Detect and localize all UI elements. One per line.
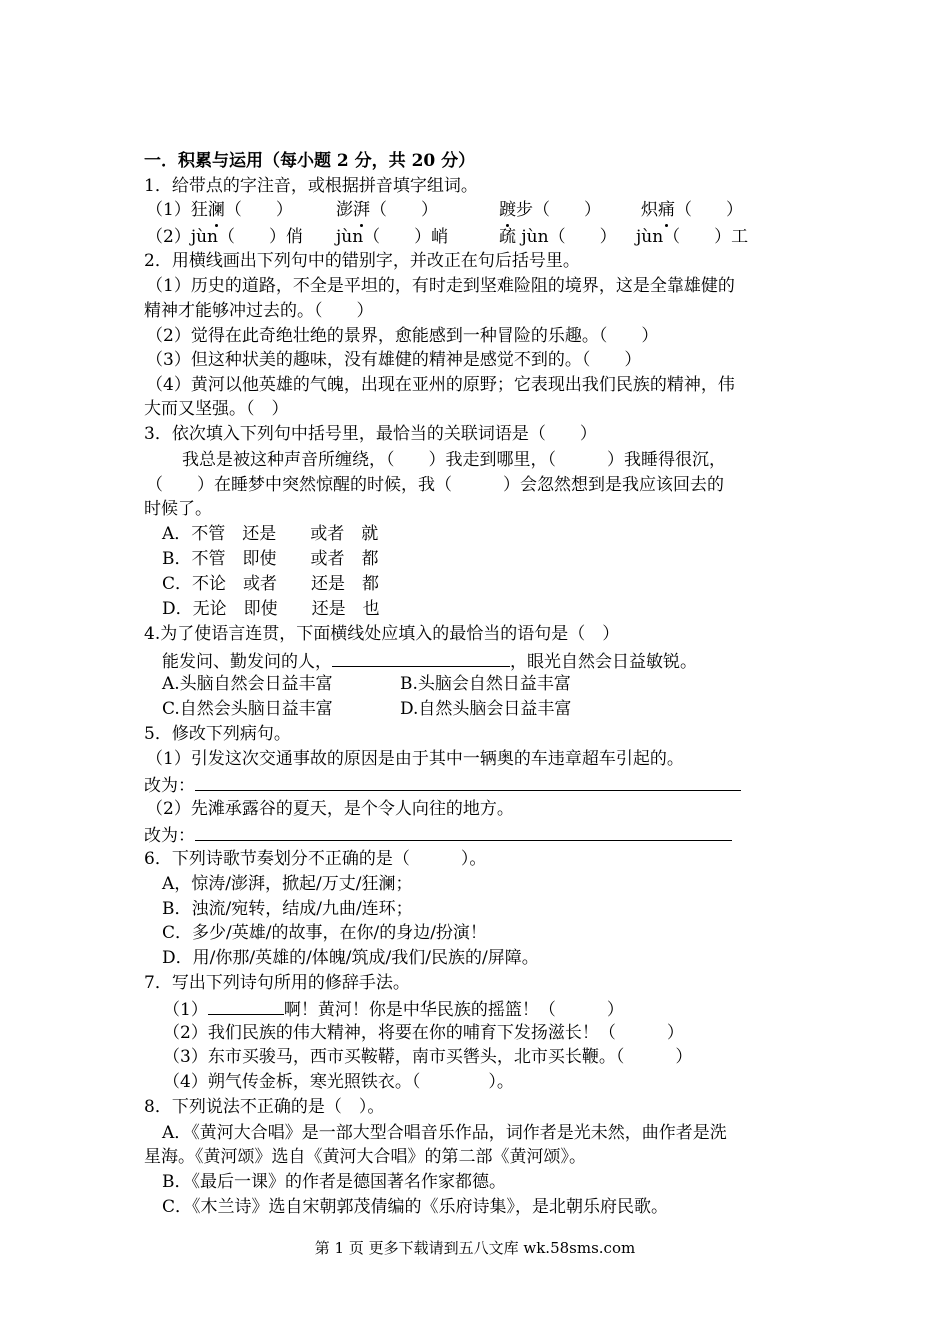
q5-fix-2-line (195, 823, 732, 841)
q1-row1-b (336, 199, 438, 221)
q4-stem: 4.为了使语言连贯，下面横线处应填入的最恰当的语句是（ ） (144, 624, 620, 644)
q1-row2-d: jùn（ ）工 (636, 227, 749, 247)
q4-sentence (162, 649, 697, 673)
q5-fix-1 (144, 773, 741, 797)
q3-option-d: D．无论 即使 还是 也 (162, 599, 380, 619)
q1-row2-b: jùn（ ）峭 (336, 227, 449, 247)
q5-fix-1-line (195, 773, 741, 791)
q7-sentence-4: （4）朔气传金柝，寒光照铁衣。（ ）。 (163, 1072, 514, 1092)
q7-sentence-1-pre: （1） (163, 1000, 208, 1020)
q1-row1-b-post: （ ） (370, 200, 438, 220)
q6-option-c: C．多少/英雄/的故事，在你/的身边/扮演！ (162, 923, 487, 943)
q8-option-c: C．《木兰诗》选自宋朝郭茂倩编的《乐府诗集》，是北朝乐府民歌。 (162, 1197, 669, 1217)
q7-sentence-1-post: 啊！黄河！你是中华民族的摇篮！（ ） (283, 1000, 624, 1020)
q6-stem: 6．下列诗歌节奏划分不正确的是（ ）。 (144, 849, 487, 869)
q2-sentence-1a: （1）历史的道路，不全是平坦的，有时走到坚难险阻的境界，这是全靠雄健的 (146, 276, 735, 296)
q2-sentence-4b: 大而又坚强。（ ） (144, 399, 289, 419)
q1-row1-d-dotted: 痛 (658, 200, 675, 220)
q5-fix-1-label: 改为： (144, 776, 195, 796)
q4-blank (332, 649, 510, 667)
q1-row1-a-dotted: 澜 (207, 200, 225, 220)
q1-stem: 1．给带点的字注音，或根据拼音填字组词。 (144, 176, 478, 196)
q3-passage-3: 时候了。 (144, 499, 212, 519)
q3-passage-1: 我总是被这种声音所缠绕，（ ）我走到哪里，（ ）我睡得很沉， (182, 450, 726, 470)
q1-row1 (146, 199, 293, 221)
q6-option-b: B．浊流/宛转，结成/九曲/连环； (162, 899, 413, 919)
q5-fix-2-label: 改为： (144, 826, 195, 846)
q5-sentence-2: （2）先滩承露谷的夏天，是个令人向往的地方。 (146, 799, 514, 819)
q1-row1-b-dotted: 湃 (353, 200, 370, 220)
q2-sentence-4a: （4）黄河以他英雄的气魄，出现在亚州的原野；它表现出我们民族的精神，伟 (146, 375, 735, 395)
q6-option-d: D．用/你那/英雄的/体魄/筑成/我们/民族的/屏障。 (162, 948, 539, 968)
q1-row1-c-dotted: 踱 (499, 200, 516, 220)
q4-option-b: B.头脑会自然日益丰富 (400, 674, 571, 694)
q4-option-d: D.自然头脑会日益丰富 (400, 699, 572, 719)
q1-row1-b-pre: 澎 (336, 200, 353, 220)
q7-sentence-1 (163, 997, 624, 1021)
q1-row1-d (641, 199, 743, 221)
q8-option-a-line2: 星海。《黄河颂》选自《黄河大合唱》的第二部《黄河颂》。 (144, 1147, 586, 1167)
q1-row1-d-pre: 炽 (641, 200, 658, 220)
q1-row1-a-pre: 狂 (190, 200, 208, 220)
q4-sentence-post: ，眼光自然会日益敏锐。 (510, 652, 697, 672)
q6-option-a: A，惊涛/澎湃，掀起/万丈/狂澜； (162, 874, 413, 894)
q5-sentence-1: （1）引发这次交通事故的原因是由于其中一辆奥的车违章超车引起的。 (146, 749, 684, 769)
q3-stem: 3．依次填入下列句中括号里，最恰当的关联词语是（ ） (144, 424, 597, 444)
q7-stem: 7．写出下列诗句所用的修辞手法。 (144, 973, 410, 993)
q3-option-b: B．不管 即使 或者 都 (162, 549, 379, 569)
q1-row2-a: （2）jùn（ ）俏 (146, 227, 303, 247)
q8-option-b: B．《最后一课》的作者是德国著名作家都德。 (162, 1172, 506, 1192)
q7-sentence-2: （2）我们民族的伟大精神，将要在你的哺育下发扬滋长！（ ） (163, 1023, 684, 1043)
q1-row2-c: 疏 jùn（ ） (499, 227, 617, 247)
q4-option-c: C.自然会头脑日益丰富 (162, 699, 333, 719)
page-footer: 第 1 页 更多下载请到五八文库 wk.58sms.com (314, 1239, 636, 1257)
q8-option-a-line1: A．《黄河大合唱》是一部大型合唱音乐作品，词作者是光未然，曲作者是洗 (162, 1123, 727, 1143)
q8-stem: 8．下列说法不正确的是（ ）。 (144, 1097, 385, 1117)
q3-passage-2: （ ）在睡梦中突然惊醒的时候，我（ ）会忽然想到是我应该回去的 (146, 475, 724, 495)
q1-row1-d-post: （ ） (675, 200, 743, 220)
section-title: 一．积累与运用（每小题 2 分，共 20 分） (144, 151, 476, 171)
q1-row1-c-post: 步（ ） (516, 200, 601, 220)
q5-fix-2 (144, 823, 732, 847)
q2-sentence-2: （2）觉得在此奇绝壮绝的景界，愈能感到一种冒险的乐趣。（ ） (146, 326, 659, 346)
q3-option-c: C．不论 或者 还是 都 (162, 574, 380, 594)
q2-sentence-1b: 精神才能够冲过去的。（ ） (144, 301, 374, 321)
q7-blank (208, 997, 284, 1015)
q1-row1-c (499, 199, 601, 221)
q5-stem: 5．修改下列病句。 (144, 724, 291, 744)
q2-sentence-3: （3）但这种状美的趣味，没有雄健的精神是感觉不到的。（ ） (146, 350, 642, 370)
q1-row1-a-post: （ ） (224, 200, 293, 220)
q1-row1-num: （1） (146, 200, 191, 220)
q7-sentence-3: （3）东市买骏马，西市买鞍鞯，南市买辔头，北市买长鞭。（ ） (163, 1047, 693, 1067)
q3-option-a: A．不管 还是 或者 就 (162, 524, 379, 544)
q4-sentence-pre: 能发问、勤发问的人， (162, 652, 332, 672)
q2-stem: 2．用横线画出下列句中的错别字，并改正在句后括号里。 (144, 251, 580, 271)
q4-option-a: A.头脑自然会日益丰富 (162, 674, 333, 694)
